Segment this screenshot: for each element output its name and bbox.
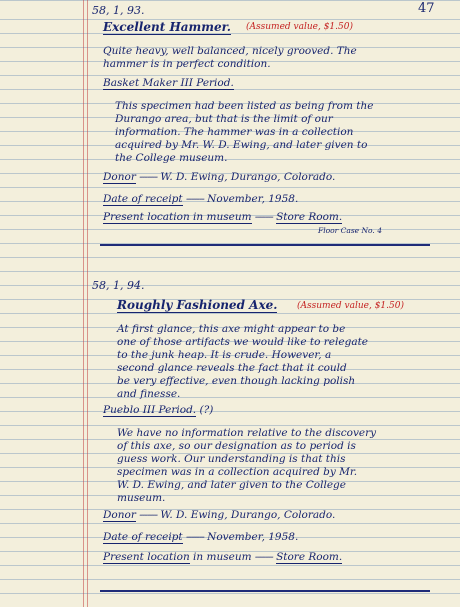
donor-value: W. D. Ewing, Durango, Colorado. [160,171,336,183]
period-note-line: W. D. Ewing, and later given to the College [117,479,346,491]
description-line: be very effective, even though lacking polish [117,375,356,387]
leader-dashes: ------- [139,509,158,521]
description-line: and finesse. [117,388,181,400]
period-note-line: This specimen had been listed as being from the [115,100,374,112]
period-note-line: We have no information relative to the discovery [117,427,377,439]
period-note-line: specimen was in a collection acquired by Mr. [117,466,358,478]
period-note-line: guess work. Our understanding is that this [117,453,346,465]
location-mid: in museum [193,551,252,563]
receipt-row [103,193,298,205]
period-note-line: information. The hammer was in a collection [115,126,354,138]
catalog-number: 58, 1, 94. [92,279,145,292]
assumed-value: (Assumed value, $1.50) [246,22,353,32]
description-line: At first glance, this axe might appear to be [117,323,346,335]
leader-dashes: ------- [254,211,273,223]
period-heading: Basket Maker III Period. [103,77,234,89]
period-note-line: of this axe, so our designation as to period is [117,440,356,452]
leader-dashes: ------- [185,193,204,205]
location-label: Present location [103,551,190,563]
description-line: hammer is in perfect condition. [103,58,271,70]
donor-row [103,171,335,183]
leader-dashes: ------- [254,551,273,563]
receipt-label: Date of receipt [103,193,183,205]
assumed-value: (Assumed value, $1.50) [297,301,404,311]
period-note-line: acquired by Mr. W. D. Ewing, and later given to [115,139,368,151]
period-row [103,404,213,416]
location-note: Floor Case No. 4 [318,226,382,235]
description-line: Quite heavy, well balanced, nicely grooved. The [103,45,357,57]
receipt-value: November, 1958. [207,531,299,543]
period-note-line: museum. [117,492,166,504]
donor-row [103,509,335,521]
location-label: Present location in museum [103,211,252,223]
receipt-value: November, 1958. [207,193,299,205]
description-line: one of those artifacts we would like to relegate [117,336,369,348]
receipt-label: Date of receipt [103,531,183,543]
receipt-row [103,531,298,543]
leader-dashes: ------- [139,171,158,183]
description-line: to the junk heap. It is crude. However, a [117,349,332,361]
location-row [103,211,342,223]
period-note-line: Durango area, but that is the limit of our [115,113,333,125]
donor-label: Donor [103,171,136,183]
page-number: 47 [418,1,435,16]
item-title: Roughly Fashioned Axe. [117,298,278,312]
location-value: Store Room. [276,211,343,223]
period-note-line: the College museum. [115,152,228,164]
catalog-number: 58, 1, 93. [92,4,145,17]
location-row [103,551,342,563]
donor-label: Donor [103,509,136,521]
item-title: Excellent Hammer. [103,20,231,34]
leader-dashes: ------- [185,531,204,543]
entry-divider [100,590,430,592]
entry-divider [100,244,430,246]
period-heading: Pueblo III Period. [103,404,197,416]
period-question-mark: (?) [199,404,214,416]
description-line: second glance reveals the fact that it could [117,362,347,374]
donor-value: W. D. Ewing, Durango, Colorado. [160,509,336,521]
location-value: Store Room. [276,551,343,563]
